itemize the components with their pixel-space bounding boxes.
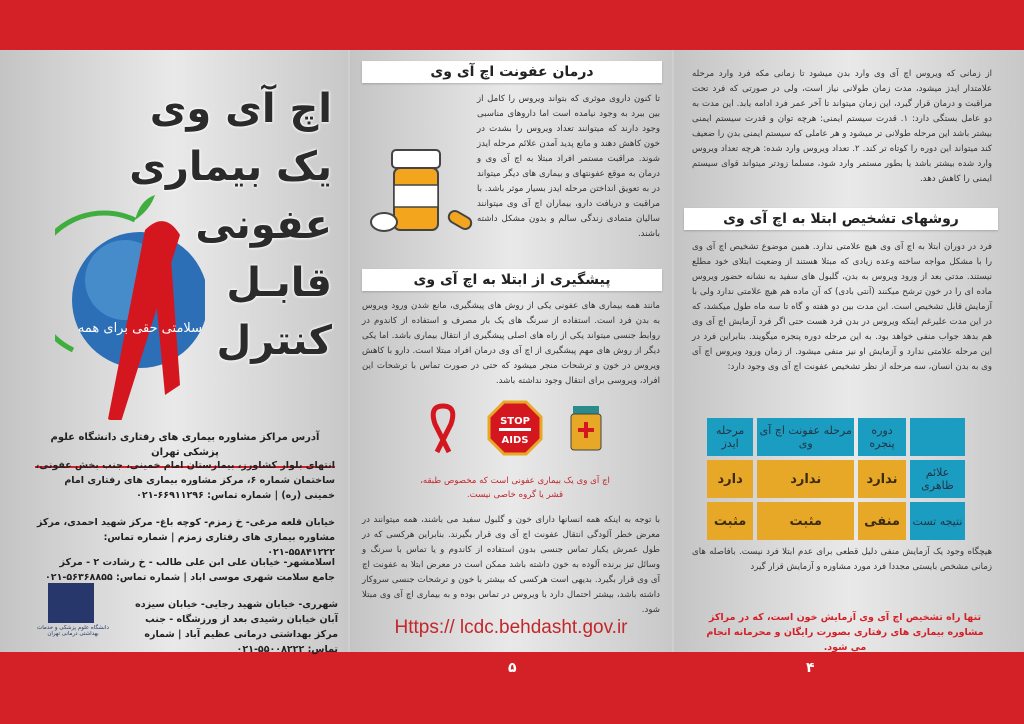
stop-text: STOP [500, 416, 530, 427]
table-header-cell [910, 418, 965, 456]
title-line: اچ آی وی [149, 86, 332, 132]
table-header-row [707, 418, 965, 456]
logo-slogan: سلامتی حقی برای همه [77, 321, 203, 336]
row-label: علائم ظاهری [910, 460, 965, 498]
title-line: کنترل [216, 318, 332, 364]
address-item: شهرری- خیابان شهید رجایی- خیابان سیزده آبان خیابان رشیدی بعد از ورزشگاه - جنب مرکز بهداشتی درمانی عظیم آباد | شماره تماس: ۵۵۰۰۸۲۲۲-۰۲۱ [135, 599, 338, 655]
stop-aids-sign [487, 400, 543, 456]
prevention-heading: پیشگیری از ابتلا به اچ آی وی [362, 269, 662, 291]
pill-bottle-icon [370, 140, 475, 240]
prevention-text: مانند همه بیماری های عفونی یکی از روش های پیشگیری، مانع شدن ورود ویروس به بدن فرد است. استفاده از سرنگ های یک بار مصرف و استفاده از کاندوم در روابط جنسی میتواند یکی از راه های اصلی پیشگیری از انتقال بیماری باشد. اما یکی دیگر از روش های مهم پیشگیری از اچ آی وی درمان افراد مبتلا است. دارو با کاهش ویروس در خون و ترشحات منجر میشود که حتی در صورت تماس با ترشحات این افراد، ویروسی برای انتقال وجود نداشته باشد. [362, 301, 660, 386]
table-cell: مثبت [707, 502, 753, 540]
aids-text: AIDS [501, 435, 529, 446]
table-header-cell: مرحله عفونت اچ آی وی [757, 418, 854, 456]
after-table-text: هیچگاه وجود یک آزمایش منفی دلیل قطعی برای عدم ابتلا فرد نیست. بافاصله های زمانی مشخص بایستی مجددا فرد مورد مشاوره و آزمایش قرار گیرد [692, 547, 992, 572]
address-item: اسلامشهر- خیابان علی ابن علی طالب - خ رشادت ۲ - مرکز جامع سلامت شهری موسی اباد | شماره تماس: ۵۶۳۶۸۸۵۵-۰۲۱ [44, 557, 335, 583]
title-line: قابـل [226, 260, 332, 306]
intro-text: از زمانی که ویروس اچ آی وی وارد بدن میشود تا زمانی مکه فرد وارد مرحله علامتدار ایدز میشود، مدت زمان طولانی نیاز است، ولی در صورتی که فرد تحت مراقبت و درمان قرار گیرد، این زمان میتواند تا آخر عمر فرد ادامه یابد. این مدت به دو عامل بستگی دارد: ۱. قدرت سیستم ایمنی: هرچه توان و قدرت سیستم ایمنی بیشتر باشد این مرحله طولانی تر میشود و هر عاملی که سیستم ایمنی بدن را ضعیف کند میتواند این دوره را کوتاه تر کند. ۲. تعداد ویروس وارد شده: هرچه تعداد ویروس وارد شده بیشتر باشد یا بطور مستمر وارد شود، مسلما زودتر میتواند قوای سیستم ایمنی را کاهش دهد. [692, 69, 993, 184]
table-row [707, 460, 965, 498]
page-number-left: ۵ [508, 660, 517, 676]
table-cell: ندارد [858, 460, 906, 498]
page-number-right: ۴ [806, 660, 815, 676]
diagnosis-heading: روشهای تشخیص ابتلا به اچ آی وی [684, 208, 998, 230]
table-cell: ندارد [757, 460, 854, 498]
treatment-heading: درمان عفونت اچ آی وی [362, 61, 662, 83]
table-row [707, 502, 965, 540]
table-header-cell: دوره پنجره [858, 418, 906, 456]
website-url[interactable]: Https:// lcdc.behdasht.gov.ir [394, 617, 628, 638]
red-ribbon-globe-logo [55, 190, 205, 420]
table-cell: مثبت [757, 502, 854, 540]
address-item: انتهای بلوار کشاورز، بیمارستان امام خمینی، جنب بخش عفونی، ساختمان شماره ۶، مرکز مشاوره بیماری های رفتاری امام خمینی (ره) | شماره تماس: ۶۶۹۱۱۲۹۶-۰۲۱ [35, 460, 335, 501]
red-note-right: تنها راه تشخیص اچ آی وی آزمایش خون است، که در مراکز مشاوره بیماری های رفتاری بصورت رایگان و محرمانه انجام می شود. [706, 612, 984, 653]
table-cell: منفی [858, 502, 906, 540]
treatment-text: تا کنون داروی موثری که بتواند ویروس را کامل از بین ببرد به وجود نیامده است اما داروهای مناسبی وجود دارند که میتوانند تعداد ویروس را بشدت در خون کاهش دهند و مانع پدید آمدن علائم مرحله ایدز شوند. مراقبت مستمر افراد مبتلا به اچ آی وی و درمان به موقع عفونتهای و بیماری های دیگر میتواند در به تعویق انداختن مرحله ایدز بسیار موثر باشد. با مراقبت و دریافت دارو، بیماران اچ آی وی میتوانند سالیان متمادی زندگی سالم و بدون مشکل داشته باشند. [477, 94, 660, 239]
top-band [0, 0, 1024, 50]
title-line: یک بیماری عفونی [129, 144, 332, 248]
address-item: خیابان قلعه مرغی- خ زمزم- کوچه باغ- مرکز شهید احمدی، مرکز مشاوره بیماری های رفتاری زمزم | شماره تماس: ۵۵۸۴۱۲۲۲-۰۲۱ [36, 517, 335, 558]
medicine-jar-icon [565, 404, 610, 454]
table-header-cell: مرحله ایدز [707, 418, 753, 456]
table-cell: دارد [707, 460, 753, 498]
ribbon-syringe-icon [420, 402, 466, 454]
red-note-middle: اچ آی وی یک بیماری عفونی است که مخصوص طبقه، قشر یا گروه خاصی نیست. [420, 476, 610, 500]
diagnosis-text: فرد در دوران ابتلا به اچ آی وی هیچ علامتی ندارد. همین موضوع تشخیص اچ آی وی را با مشکل مواجه ساخته وعده زیادی که مبتلا هستند از وضعیت ابتلای خود مطلع نیستند. مدتی بعد از ورود ویروس به بدن، گلبول های سفید به نشانه حضور ویروس ماده ای را در خون ترشح میکنند (آنتی بادی) که آن ماده هم هیچ علامتی ندارد ولی با آزمایش قابل تشخیص است. این مدت بین دو هفته و گاه تا سه ماه طول میکشد، که در این مدت علیرغم اینکه ویروس در بدن فرد هست حتی اگر فرد آزمایش اچ آی وی هم بدهد جواب منفی خواهد بود. به این مرحله دوره پنجره میگویند. بنابراین فرد در این مرحله علامتی ندارد و آزمایش او نیز منفی میشود. از زمان ورود ویروس اچ آی وی به بدن انسان، سه مرحله از نظر تشخیص عفونت اچ آی وی وجود دارد: [692, 242, 992, 372]
university-logo-text: دانشگاه علوم پزشکی و خدمات بهداشتی درمانی تهران [37, 625, 109, 637]
row-label: نتیجه تست [910, 502, 965, 540]
bottom-text: با توجه به اینکه همه انسانها دارای خون و گلبول سفید می باشند، همه میتوانند در معرض خطر آلودگی انتقال عفونت اچ آی وی قرار بگیرند. بنابراین هرکسی که در طول عمرش یکبار تماس جنسی بدون استفاده از کاندوم و یا تماس با سرنگ و وسائل تیز برنده آلوده به خون داشته باشد ممکن است در معرض ابتلا به عفونت اچ آی وی قرار بگیرد. بدیهی است هرکسی که بیشتر با خون و ترشحات جنسی سروکار داشته باشد، بیشتر احتمال دارد با ویروس در تماس بوده و به بیماری اچ آی وی مبتلا شود. [362, 515, 660, 615]
address-heading: آدرس مراکز مشاوره بیماری های رفتاری دانشگاه علوم پزشکی تهران [35, 430, 335, 468]
diagnosis-stages-table [703, 414, 969, 544]
university-logo-icon [48, 583, 94, 623]
